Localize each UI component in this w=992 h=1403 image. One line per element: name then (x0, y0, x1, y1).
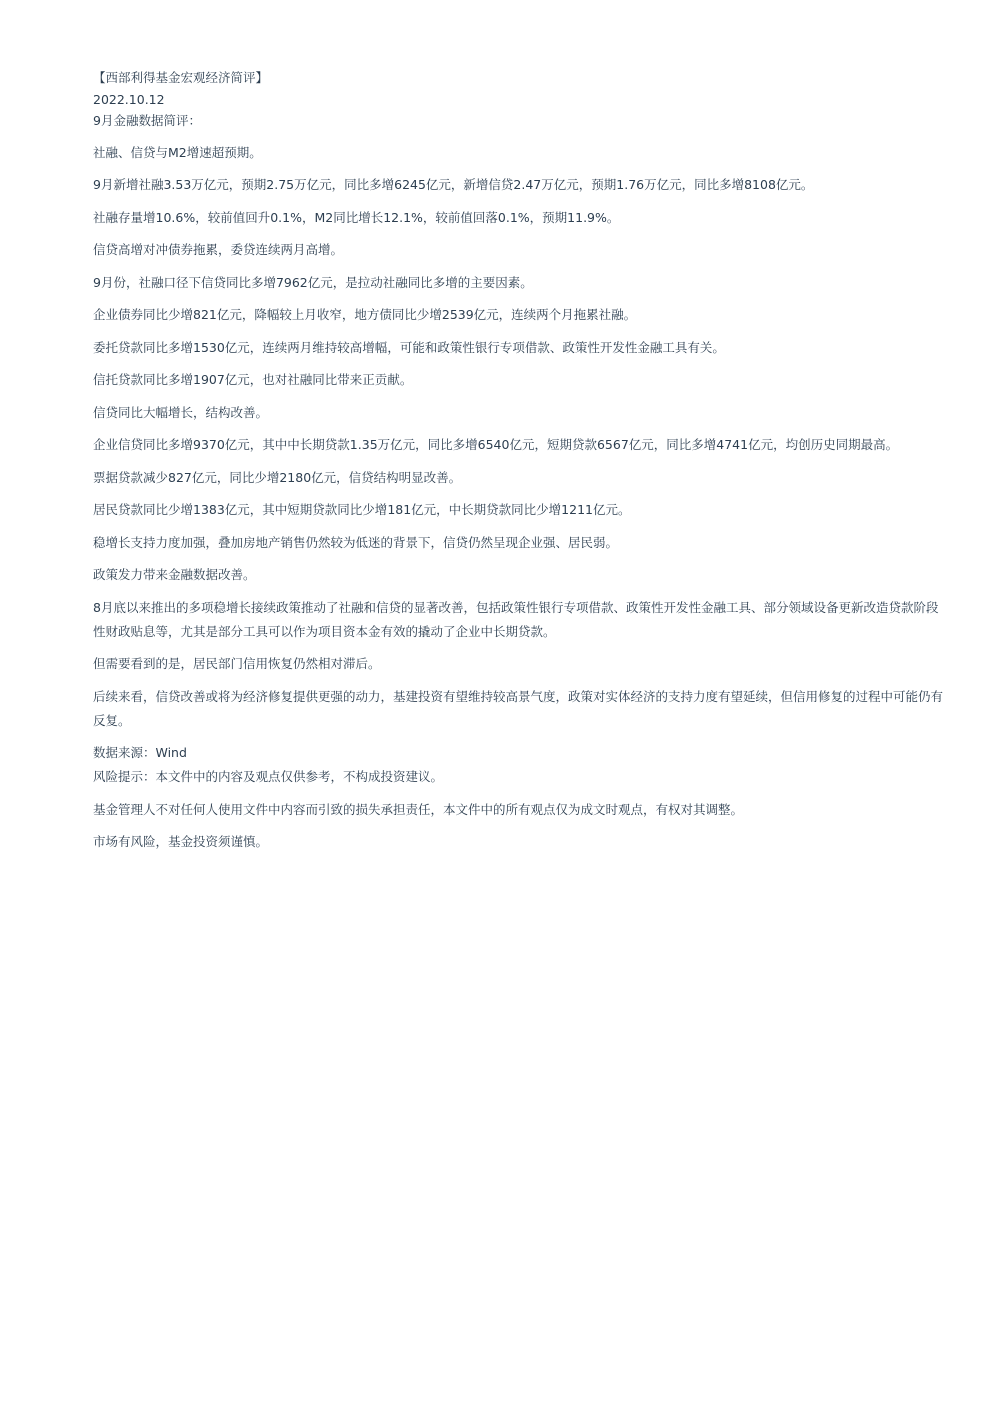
paragraph-17: 后续来看，信贷改善或将为经济修复提供更强的动力，基建投资有望维持较高景气度，政策对实体经济的支持力度有望延续，但信用修复的过程中可能仍有反复。 (93, 688, 944, 728)
paragraph-15: 8月底以来推出的多项稳增长接续政策推动了社融和信贷的显著改善，包括政策性银行专项借款、政策性开发性金融工具、部分领域设备更新改造贷款阶段性财政贴息等，尤其是部分工具可以作为项目资本金有效的撬动了企业中长期贷款。 (93, 599, 939, 639)
risk-notice: 风险提示：本文件中的内容及观点仅供参考，不构成投资建议。 (93, 769, 444, 784)
paragraph-14: 政策发力带来金融数据改善。 (93, 567, 256, 582)
report-date: 2022.10.12 (93, 91, 165, 107)
paragraph-9: 信贷同比大幅增长，结构改善。 (93, 404, 269, 420)
paragraph-5: 9月份，社融口径下信贷同比多增7962亿元，是拉动社融同比多增的主要因素。 (93, 274, 533, 290)
paragraph-10: 企业信贷同比多增9370亿元，其中中长期贷款1.35万亿元，同比多增6540亿元，短期贷款6567亿元，同比多增4741亿元，均创历史同期最高。 (93, 437, 899, 452)
document-page (93, 67, 945, 863)
paragraph-11: 票据贷款减少827亿元，同比少增2180亿元，信贷结构明显改善。 (93, 469, 462, 485)
market-risk: 市场有风险，基金投资须谨慎。 (93, 834, 269, 849)
data-source: 数据来源：Wind (93, 745, 187, 760)
paragraph-4: 信贷高增对冲债券拖累，委贷连续两月高增。 (93, 242, 344, 257)
paragraph-1: 社融、信贷与M2增速超预期。 (93, 144, 262, 160)
paragraph-7: 委托贷款同比多增1530亿元，连续两月维持较高增幅，可能和政策性银行专项借款、政策性开发性金融工具有关。 (93, 339, 725, 355)
disclaimer: 基金管理人不对任何人使用文件中内容而引致的损失承担责任，本文件中的所有观点仅为成文时观点，有权对其调整。 (93, 801, 744, 817)
paragraph-3: 社融存量增10.6%，较前值回升0.1%，M2同比增长12.1%，较前值回落0.1%，预期11.9%。 (93, 209, 620, 225)
paragraph-12: 居民贷款同比少增1383亿元，其中短期贷款同比少增181亿元，中长期贷款同比少增1211亿元。 (93, 502, 631, 517)
paragraph-8: 信托贷款同比多增1907亿元，也对社融同比带来正贡献。 (93, 372, 413, 387)
paragraph-2: 9月新增社融3.53万亿元，预期2.75万亿元，同比多增6245亿元，新增信贷2.47万亿元，预期1.76万亿元，同比多增8108亿元。 (93, 177, 814, 192)
paragraph-6: 企业债券同比少增821亿元，降幅较上月收窄，地方债同比少增2539亿元，连续两个月拖累社融。 (93, 307, 637, 322)
paragraph-13: 稳增长支持力度加强，叠加房地产销售仍然较为低迷的背景下，信贷仍然呈现企业强、居民弱。 (93, 534, 619, 550)
source-tag: 【西部利得基金宏观经济简评】 (93, 70, 269, 85)
paragraph-16: 但需要看到的是，居民部门信用恢复仍然相对滞后。 (93, 656, 381, 671)
report-subject: 9月金融数据简评： (93, 113, 201, 128)
